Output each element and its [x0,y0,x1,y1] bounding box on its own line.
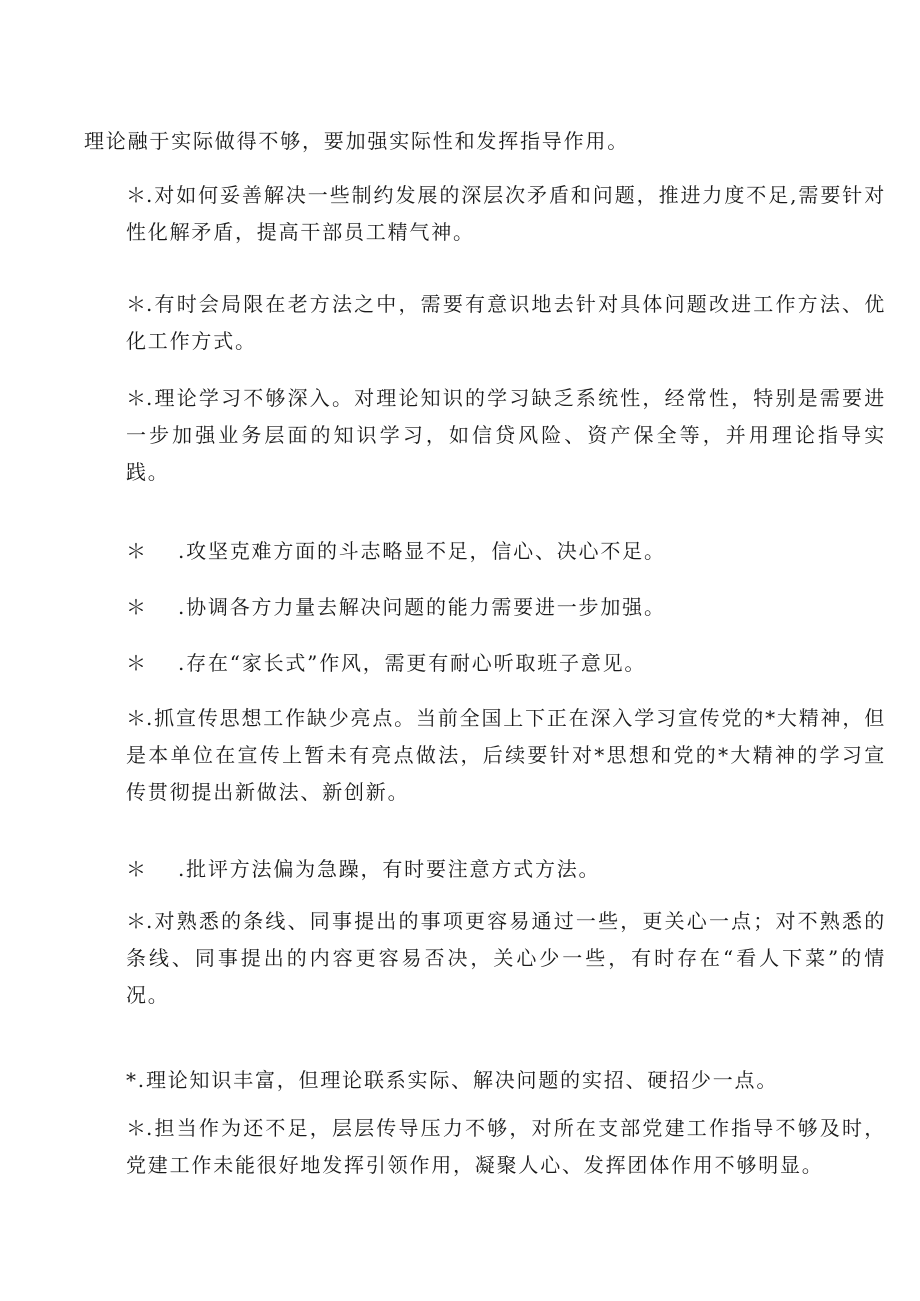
bullet-marker: ＊ [126,909,148,933]
bullet-text: .批评方法偏为急躁，有时要注意方式方法。 [178,857,601,881]
bullet-marker: ＊ [126,706,148,730]
bullet-item [84,903,886,1014]
bullet-marker: ＊ [126,386,148,410]
bullet-text: .理论学习不够深入。对理论知识的学习缺乏系统性，经常性，特别是需要进一步加强业务层面的知识学习，如信贷风险、资产保全等，并用理论指导实践。 [126,386,886,484]
bullet-marker: ＊ [126,292,148,316]
bullet-text: .担当作为还不足，层层传导压力不够，对所在支部党建工作指导不够及时，党建工作未能很好地发挥引领作用，凝聚人心、发挥团体作用不够明显。 [126,1116,886,1177]
bullet-marker: ＊ [126,651,148,675]
bullet-item [84,1110,886,1184]
bullet-text: .攻坚克难方面的斗志略显不足，信心、决心不足。 [178,539,666,563]
bullet-text: *.理论知识丰富，但理论联系实际、解决问题的实招、硬招少一点。 [126,1068,779,1092]
bullet-item [84,286,886,360]
bullet-item [84,1062,886,1099]
bullet-item [84,589,886,626]
bullet-text: .对熟悉的条线、同事提出的事项更容易通过一些，更关心一点；对不熟悉的条线、同事提出的内容更容易否决，关心少一些，有时存在“看人下菜”的情况。 [126,909,886,1007]
bullet-marker: ＊ [126,183,148,207]
paragraph-text: 理论融于实际做得不够，要加强实际性和发挥指导作用。 [84,129,629,153]
bullet-marker: ＊ [126,1116,148,1140]
bullet-text: .存在“家长式”作风，需更有耐心听取班子意见。 [178,651,647,675]
bullet-text: .对如何妥善解决一些制约发展的深层次矛盾和问题，推进力度不足,需要针对性化解矛盾，提高干部员工精气神。 [126,183,886,244]
bullet-item [84,533,886,570]
bullet-item [84,380,886,491]
bullet-item [84,700,886,811]
bullet-marker: ＊ [126,857,148,881]
bullet-text: .有时会局限在老方法之中，需要有意识地去针对具体问题改进工作方法、优化工作方式。 [126,292,886,353]
bullet-marker: ＊ [126,539,148,563]
bullet-text: .协调各方力量去解决问题的能力需要进一步加强。 [178,595,666,619]
bullet-item [84,645,886,682]
bullet-text: .抓宣传思想工作缺少亮点。当前全国上下正在深入学习宣传党的*大精神，但是本单位在宣传上暂未有亮点做法，后续要针对*思想和党的*大精神的学习宣传贯彻提出新做法、新创新。 [126,706,886,804]
paragraph-continuation [84,123,844,160]
bullet-item [84,851,886,888]
bullet-item [84,177,886,251]
bullet-marker: ＊ [126,595,148,619]
